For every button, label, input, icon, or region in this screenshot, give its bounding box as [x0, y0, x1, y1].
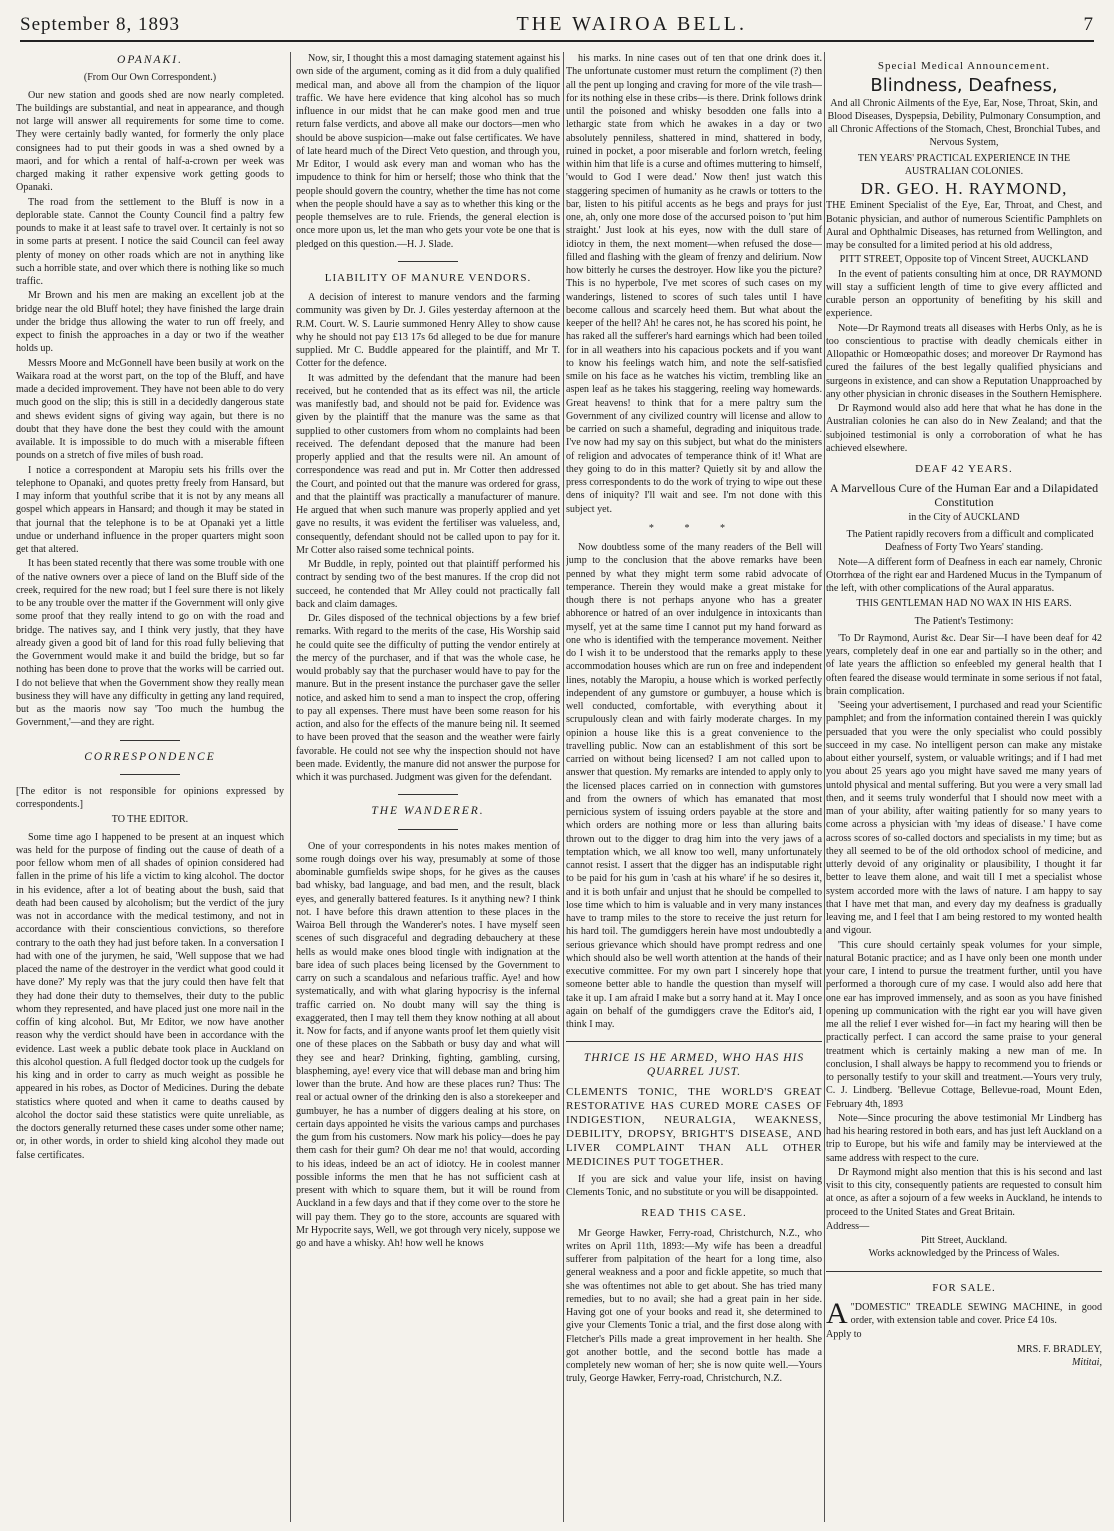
paragraph: Dr. Giles disposed of the technical objections by a few brief remarks. With regard to the merits of the case, His Worship said he could quite see the difficulty of putting the vendor entirely at the mercy of the purchaser, and if that was the whole case, he would probably say that the purchaser would have to pay for the manure. But in the present instance the purchaser gave the seller notice, and asked him to send a man to inspect the crop, offering to pay all expenses. There must have been some reason for his action, and also for the effects of the manure being nil. It seemed to have been proved that the season and the weather were fairly favorable. He could not see why the inspection should not have been made. Evidently, the manure did not answer the purpose for which it was purchased. Judgment was given for the defendant.	[296, 613, 560, 783]
advert-slogan: THRICE IS HE ARMED, WHO HAS HIS QUARREL JUST.	[583, 1052, 805, 1078]
paragraph: I notice a correspondent at Maropiu sets his frills over the telephone to Opanaki, and quotes pretty freely from Hansard, but I may inform that youthful scribe that it is not by any means all gospel which appears in Hansard; and though it may be stated in that journal that the telephone is to be at Opanaki yet a little undue or underhand influence in the proper quarters might soon get that altered.	[16, 464, 284, 555]
column-rule	[563, 52, 564, 1522]
doctor-name: DR. GEO. H. RAYMOND,	[860, 179, 1068, 198]
advert-note: THIS GENTLEMAN HAD NO WAX IN HIS EARS.	[856, 598, 1072, 610]
paragraph: Note—Dr Raymond treats all diseases with Herbs Only, as he is too conscientious to practise with deadly chemicals either in Allopathic or Homœopathic doses; and moreover Dr Raymond has cured the failures of the best legally qualified physicians and surgeons in existence, and can show a Reputation Unapproached by any other physician in chronic diseases in the Southern Hemisphere.	[826, 322, 1102, 400]
advert-heading: DEAF 42 YEARS.	[915, 463, 1013, 475]
doctor-address: PITT STREET, Opposite top of Vincent Street, AUCKLAND	[839, 254, 1089, 266]
newspaper-title: THE WAIROA BELL.	[516, 13, 747, 35]
paragraph: Now doubtless some of the many readers of the Bell will jump to the conclusion that the above remarks have been penned by what they might term some rabid advocate of temperance. Therein they would make a great mistake for though there is not perhaps anyone who has a greater abhorence or hatred of an over indulgence in intoxicants than myself, yet at the same time I cannot put my hand forward as one who is identified with the temperance movement. Neither do I wish it to be understood that the remarks apply to these accommodation houses which are run on free and independent lines, notably the Maropiu, a house which is worked perfectly independent of any gumstore or gumbuyer, a house which is well conducted, comfortable, with everything about it scrupulously clean and with fairly moderate charges. In my opinion a house like this is a great convenience to the travelling public. Now can an establishment of this sort be carried on without being licensed? I am not called upon to answer that question. My remarks are intended to apply only to the licensed places carried on in connection with gumstores and from the owners of which has emanated that most pernicious system of issuing orders payable at the store and which orders are nothing more or less than alluring baits thrown out to the digger to drag him into the very jaws of a temptation which, we all know too well, many unfortunately cannot resist. I assert that the digger has an indisputable right to be paid for his gum in 'cash at his whare' if he so desires it, and it is both unfair and unjust that he should be compelled to lose time which to him is valuable and in very many instances have to tramp miles to the store to receive the just return for his hard toil. The gumdiggers herein have most undoubtedly a serious grievance which should have prompt redress and one which should also be well worth attention at the hands of their executive committee. For my own part I sincerely hope that someone better able to handle the question than myself will take it up. I am afraid I make but a sorry hand at it. May I once again on behalf of the gumdiggers crave the Editor's aid, I think I may.	[566, 542, 822, 1030]
paragraph: One of your correspondents in his notes makes mention of some rough doings over his way, presumably at some of those abominable gumfields swipe shops, for he gives as the causes bad whisky, bad language, and bad men, and the result, black eyes, and generally battered features. Is it anything new? I think not. I have before this drawn attention to these places in the Wairoa Bell through the Wanderer's notes. I have myself seen scenes of such disgraceful and degrading debauchery at these hells as would make ones blood tingle with indignation at the bare idea of such places being licensed by the Government to carry on such a scandalous and nefarious traffic. Aye! and how systematically, and with what glaring hypocrisy is the infernal traffic carried on. No doubt many will say the thing is exaggerated, then I may tell them they know nothing at all about it. Now for facts, and if anyone wants proof let them quietly visit one of these places on the Sabbath or busy day and what will they see and hear? Drinking, fighting, gambling, cursing, blaspheming, aye! every vice that will debase man and bring him lower than the brute. And how are these places run? Thus: The real or actual owner of the drinking den is also a storekeeper and gumbuyer, he has a number of diggers dealing at his store, on certain days appointed he visits the various camps and purchases the gum from his customers. Now mark his policy—does he pay them cash for their gum? Oh dear me no! that would, according to his ideas, indeed be an act of idiotcy. He in coolest manner possible informs the men that he has not sufficient cash at present with which to square them, but it will be round from Auckland in a few days and that if they come over to the store he will pay them. They go to the store, accounts are squared with Mr Hypocrite says, Well, we got through very nicely, suppose we go and have a whisky. Ah! how well he knows	[296, 840, 560, 1249]
drop-cap: A	[826, 1296, 848, 1330]
paragraph: Dr Raymond might also mention that this is his second and last visit to this city, consequently patients are requested to consult him at once, as after a sojourn of a few weeks in Auckland, he intends to proceed to the United States and Great Britain.	[826, 1166, 1102, 1218]
paragraph: It was admitted by the defendant that the manure had been received, but he contended that as its effect was nil, the article was manifestly bad, and should not be paid for. Evidence was given by the plaintiff that the manure was the same as that supplied to other customers from whom no complaints had been received. The defendant deposed that the manure had been properly applied and that the results were nil. An amount of correspondence was read and put in. Mr Cotter then addressed the Court, and pointed out that the manure was ordered for grass, and that the plaintiff was practically a manufacturer of manure. He argued that when such manure was properly applied and yet gave no results, it was evident the fertiliser was valueless, and, consequently, defendant should not be called upon to pay for it. Mr Cotter also raised some technical points.	[296, 372, 560, 556]
classified-place: Mititai,	[1071, 1356, 1102, 1368]
paragraph: Messrs Moore and McGonnell have been busily at work on the Waikara road at the worst part, on the top of the Bluff, and have made a decided improvement. They have not been able to do very much good on the slip; this is still in a decidedly dangerous state and shews evident signs of giving way again, but there is no doubt that they have done the best they could with the amount available. It is impossible to do much with a miserable fifteen pounds on a stretch of five miles of bush road.	[16, 357, 284, 462]
paragraph: In the event of patients consulting him at once, DR RAYMOND will stay a sufficient length of time to give every afflicted and curable person an opportunity of benefiting by his skill and experience.	[826, 268, 1102, 320]
paragraph: Some time ago I happened to be present at an inquest which was held for the purpose of finding out the cause of death of a poor fellow whom men of all shades of opinion considered had fallen in the prime of his life a victim to king alcohol. The doctor in his evidence, after a lot of beating about the bush, said that death had been caused by alcoholism; but the verdict of the jury was not in accordance with the medical testimony, and not in accordance with their conscientious convictions, so therefore contrary to the oath they had just before taken. In a conversation I had with one of the jurymen, he said, 'Well suppose that we had placed the name of the destroyer in the verdict what good could it have done?' My reply was that the jury could then have felt that they had done their duty to themselves, their duty to the public whom they represented, and have placed just one more nail in the coffin of king alcohol. But, Mr Editor, we now have another reason why the verdict should have been in accordance with the evidence. Last week a public debate took place in Auckland on this alcohol question. A full fledged doctor took up the cudgels for his king and in order to carry as much weight as possible he appeared in his robes, as Doctor of Medicines. During the debate statistics where quoted and when it came to deaths caused by alcohol the doctor said these statistics were quite unreliable, as the doctors generally returned these cases under some other name; or, in other words, in order to shield king alcohol they made out false certificates.	[16, 831, 284, 1161]
advert-subheading: in the City of AUCKLAND	[908, 511, 1020, 523]
article-byline: (From Our Own Correspondent.)	[83, 72, 217, 84]
classified-heading: FOR SALE.	[932, 1281, 996, 1294]
column-rule	[824, 52, 825, 1522]
advert-header: Special Medical Announcement.	[877, 60, 1051, 72]
column-1	[16, 52, 284, 1522]
classified-apply: Apply to	[826, 1329, 862, 1341]
paragraph: Note—A different form of Deafness in each ear namely, Chronic Otorrhœa of the right ear and Hardened Mucus in the Tympanum of the left, with other complications of the Aural apparatus.	[826, 556, 1102, 594]
letter-salutation: TO THE EDITOR.	[111, 814, 189, 826]
divider	[120, 740, 180, 741]
divider	[398, 261, 458, 262]
paragraph: It has been stated recently that there was some trouble with one of the native owners over a piece of land on the Bluff side of the creek, required for the new road; but I feel sure there is not likely to be any trouble over the matter if the Government will only give some proof that they really intend to go on with the road and bridge. The natives say, and I think very justly, that they have already given a good bit of land for this road fully believing that the Government would make it and build the bridge, but so far nothing has been done to prove that the works will be carried out. I do not believe that when the Government show they really mean business they will have any difficulty in getting any land required, but as the maoris now say 'Too much the humbug the Government,'—and they are right.	[16, 558, 284, 729]
classified-text: "DOMESTIC" TREADLE SEWING MACHINE, in good order, with extension table and cover. Price £4 10s.	[850, 1301, 1102, 1326]
section-heading: CORRESPONDENCE	[84, 750, 216, 763]
advert-headline: CLEMENTS TONIC, THE WORLD'S GREAT RESTORATIVE HAS CURED MORE CASES OF INDIGESTION, NEURALGIA, WEAKNESS, DEBILITY, DROPSY, BRIGHT'S DISEASE, AND LIVER COMPLAINT THAN ALL OTHER MEDICINES PUT TOGETHER.	[566, 1085, 822, 1168]
column-3	[566, 52, 822, 1522]
paragraph: Mr Brown and his men are making an excellent job at the bridge near the old Bluff hotel; they have finished the large drain under the bridge thus allowing the water to run off freely, and expect to finish the approaches in a day or two if the weather holds up.	[16, 290, 284, 355]
divider	[398, 794, 458, 795]
paragraph: Note—Since procuring the above testimonial Mr Lindberg has had his hearing restored in both ears, and has just left Auckland on a trip to Europe, but his wife and family may be interviewed at the same address with respect to the cure.	[826, 1112, 1102, 1164]
classified-signature: MRS. F. BRADLEY,	[1016, 1343, 1102, 1355]
paragraph: The road from the settlement to the Bluff is now in a deplorable state. Cannot the County Council find a paltry few pounds to make it at least safe to travel over. It certainly is not so in some parts at present. I notice the said Council can feel away plenty of money on other roads which are not in anything like such a horrible state, and over which there is nothing like so much traffic.	[16, 196, 284, 287]
paragraph: Our new station and goods shed are now nearly completed. The buildings are substantial, and neat in appearance, and though not large will answer all requirements for some time to come. They were certainly badly wanted, for formerly the only place consignees had to put their goods in was a shed owned by a maori, and for which a rental of half-a-crown per week was charged making it rather expensive work getting goods to Opanaki.	[16, 89, 284, 194]
paragraph: Mr George Hawker, Ferry-road, Christchurch, N.Z., who writes on April 11th, 1893:—My wife has been a dreadful sufferer from palpitation of the heart for a long time, also general weakness and a poor and fickle appetite, so much that she was oftentimes not able to get about. She has tried many remedies, but to no avail; she had a great pain in her side. Having got one of your books and read it, she determined to give your Clements Tonic a trial, and the first dose along with Fletcher's Pills made a great improvement in her health. She got another bottle, and the second bottle has made a completely new woman of her; she is now quite well.—Yours truly, George Hawker, Ferry-road, Christchurch, N.Z.	[566, 1227, 822, 1385]
testimony-heading: The Patient's Testimony:	[914, 615, 1014, 627]
advert-experience: TEN YEARS' PRACTICAL EXPERIENCE IN THE AUSTRALIAN COLONIES.	[857, 152, 1071, 177]
paragraph: The Patient rapidly recovers from a difficult and complicated Deafness of Forty Two Years' standing.	[846, 529, 1094, 554]
divider	[566, 1041, 822, 1042]
paragraph: Dr Raymond would also add here that what he has done in the Australian colonies he can also do in New Zealand; and that the subjoined testimonial is only a corroboration of what he has achieved elsewhere.	[826, 403, 1102, 454]
patronage-line: Works acknowledged by the Princess of Wales.	[868, 1248, 1060, 1260]
masthead	[20, 6, 1094, 42]
paragraph: THE Eminent Specialist of the Eye, Ear, Throat, and Chest, and Botanic physician, and author of numerous Scientific Pamphlets on Aural and Ophthalmic Diseases, has returned from Wellington, and may be consulted for a limited period at his old address,	[826, 200, 1102, 251]
article-heading: OPANAKI.	[117, 54, 183, 66]
section-break: * * *	[648, 522, 740, 534]
advert-subheading: READ THIS CASE.	[641, 1207, 747, 1220]
advert-subheading: A Marvellous Cure of the Human Ear and a Dilapidated Constitution	[829, 481, 1099, 509]
paragraph: A decision of interest to manure vendors and the farming community was given by Dr. J. Giles yesterday afternoon at the R.M. Court. W. S. Laurie summoned Henry Alley to show cause why he should not pay £13 17s 6d alleged to be due for manure supplied. Mr C. Buddle appeared for the plaintiff, and Mr T. Cotter for the defence.	[296, 292, 560, 370]
paragraph: Now, sir, I thought this a most damaging statement against his own side of the argument, coming as it did from a duly qualified medical man, and above all from the champion of the liquor traffic. We have here evidence that king alcohol has so much influence in our midst that he can make good men and true return false verdicts, and above all make our doctors—men who should be above suspicion—make out false certificates. We have of late heard much of the Direct Veto question, and through you, Mr Editor, I would ask every man and woman who has the impudence to think for him or herself; those who think that the people should govern the country, whether the time has not come when the people should have a say as to whether this king or the people themselves are to rule. Friends, the general election is once more upon us, let the man who gets your vote be one that is pledged on this question.—H. J. Slade.	[296, 53, 560, 250]
divider	[398, 829, 458, 830]
page-number: 7	[1083, 14, 1094, 35]
paragraph: 'Seeing your advertisement, I purchased and read your Scientific pamphlet; and from the information contained therein I was quickly persuaded that you were the only specialist who could possibly succeed in my case. No intelligent person can make any mistake about either yourself, system, or valuable writings; and if I had met you about 25 years ago you might have saved me many years of untold physical and mental suffering. But you were a very small lad then, and it seems truly wonderful that I should now meet with a man of your ability, after waiting patiently for so many years to come across a physician with 'my ideas of disease.' I have come across scores of so-called doctors and specialists in my time; but as they all seemed to be of the old orthodox school of medicine, and utterly devoid of any originality or plausibility, I thought it far better to leave them alone, and wait till I met a specialist whose system accorded more with the laws of nature. I am happy to say that I have met that man, and every day my deafness is gradually leaving me, and I feel that I am being restored to my wonted health and vigour.	[826, 700, 1102, 937]
address-line: Pitt Street, Auckland.	[920, 1235, 1008, 1246]
paragraph: his marks. In nine cases out of ten that one drink does it. The unfortunate customer must return the compliment (?) then all the pent up longing and craving for more of the vile trash—for its nothing else in these cribs—is there. Drink follows drink until the poisoned and whisky besodden one falls into a lethargic state from which he awakes in a day or two absolutely penniless, shattered in mind, shattered in body, ruined in pocket, a poor miserable and forlorn wretch, feeling within him that life is a curse and oftimes muttering to himself, 'would to God I were dead.' Now then! just watch this staggering specimen of humanity as he crawls or totters to the bar, listen to his pitiful accents as he begs and prays for just one, ah, only one more dose of the accursed poison to 'put him straight.' Just look at his eyes, now with the dull stare of idiotcy in them, the next moment—when refused the dose—filled and flashing with the gleam of frenzy and delirium. Now how bitterly he curses the destroyer. How like you the picture? This is no hyperbole, I've met scores of such cases on my wanderings, listened to scores of such tales until I have become callous and scarcely heed them. But what about the keeper of the hell? Ah! he cares not, he has scored his point, he has raked all the sufferer's hard earnings which had been toiled for in all weathers into his capacious pockets and if you want to know his feelings watch him, and note the self-satisfied smile on his face as he watches his victim, trembling like an aspen leaf as he takes his staggering, reeling way homewards. Great heavens! to think that for a mere paltry sum the Government of any civilized country will license and allow to be carried on such a shameful, degrading and iniquitous trade. I've now had my say on this subject, but what do the ministers of religion and advocates of temperance think of it! What are they going to do in this matter? Quietly sit by and allow the press correspondents to do the work of trying to wipe out these dens of iniquity? I'll wait and see. I'm not done with this subject yet.	[566, 53, 822, 515]
address-label: Address—	[826, 1220, 870, 1232]
column-2	[296, 52, 560, 1522]
paragraph: And all Chronic Ailments of the Eye, Ear, Nose, Throat, Skin, and Blood Diseases, Dyspepsia, Debility, Pulmonary Consumption, and all Chronic Affections of the Stomach, Chest, Bronchial Tubes, and Nervous System,	[827, 97, 1101, 149]
section-heading: THE WANDERER.	[371, 805, 485, 818]
paragraph: Mr Buddle, in reply, pointed out that plaintiff performed his contract by sending two of the best manures. If the crop did not succeed, he contended that Mr Alley could not practically fall back and claim damages.	[296, 559, 560, 610]
paragraph: If you are sick and value your life, insist on having Clements Tonic, and no substitute or you will be disappointed.	[566, 1173, 822, 1198]
article-heading: LIABILITY OF MANURE VENDORS.	[324, 271, 532, 284]
column-4	[826, 52, 1102, 1522]
divider	[120, 774, 180, 775]
advert-title: Blindness, Deafness,	[870, 75, 1058, 97]
paragraph: 'To Dr Raymond, Aurist &c. Dear Sir—I have been deaf for 42 years, completely deaf in one ear and partially so in the other; and of late years the affliction so enfeebled my general health that I often feared the disease would terminate in some serious if not fatal, brain complication.	[826, 632, 1102, 697]
classified-ad	[826, 1296, 1102, 1330]
issue-date: September 8, 1893	[20, 14, 181, 35]
editor-disclaimer: [The editor is not responsible for opinions expressed by correspondents.]	[16, 785, 284, 810]
paragraph: 'This cure should certainly speak volumes for your simple, natural Botanic practice; and as I have only been one month under your care, I intend to pursue the treatment further, until you have performed a thorough cure of my case. I would also add here that one ear has improved immensely, and as soon as you have finished opening up communication with the right ear you will have given me all the relief I ever wished for—in fact my hearing will then be practically perfect. I can accord the same praise to your general treatment which is certainly making a new man of me. In conclusion, I shall always be happy to recommend you to friends or to personally testify to your skill and treatment.—Yours very truly, C. J. Lindberg. 'Bellevue Cottage, Bellevue-road, Mount Eden, February 4th, 1893	[826, 939, 1102, 1110]
column-rule	[290, 52, 291, 1522]
divider	[826, 1271, 1102, 1272]
